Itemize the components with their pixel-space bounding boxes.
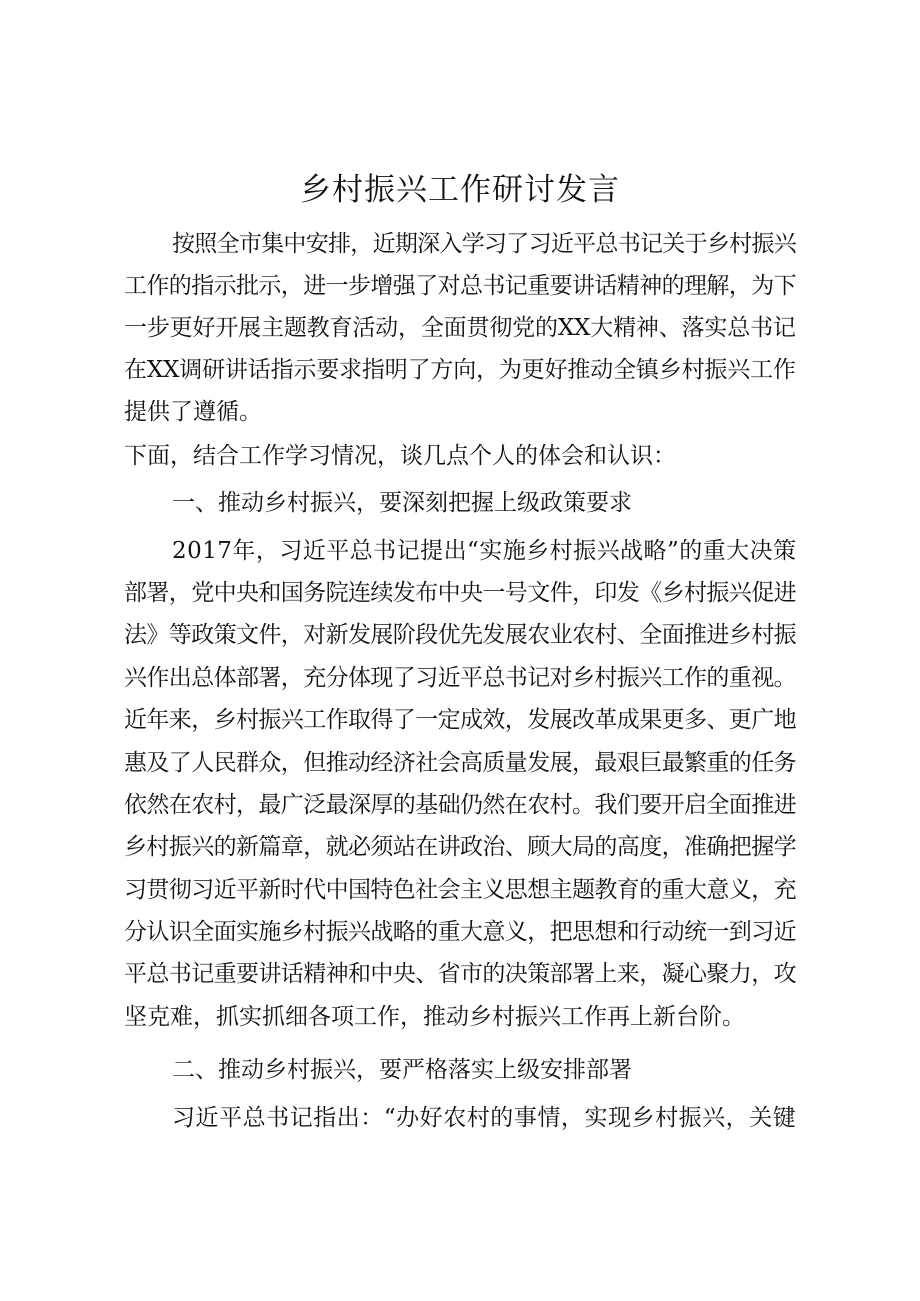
section1-line: 兴作出总体部署，充分体现了习近平总书记对乡村振兴工作的重视。	[124, 665, 797, 691]
section-heading-1: 一、推动乡村振兴，要深刻把握上级政策要求	[172, 490, 632, 516]
section1-line: 2017年，习近平总书记提出“实施乡村振兴战略”的重大决策	[172, 538, 797, 564]
section1-line: 惠及了人民群众，但推动经济社会高质量发展，最艰巨最繁重的任务	[124, 750, 797, 776]
intro-line: 一步更好开展主题教育活动，全面贯彻党的XX大精神、落实总书记	[124, 315, 796, 341]
section1-line: 法》等政策文件，对新发展阶段优先发展农业农村、全面推进乡村振	[124, 622, 797, 648]
section1-line: 平总书记重要讲话精神和中央、省市的决策部署上来，凝心聚力，攻	[124, 961, 797, 987]
section1-line: 近年来，乡村振兴工作取得了一定成效，发展改革成果更多、更广地	[124, 707, 797, 733]
section2-line: 习近平总书记指出：“办好农村的事情，实现乡村振兴，关键	[172, 1105, 797, 1131]
section1-line: 坚克难，抓实抓细各项工作，推动乡村振兴工作再上新台阶。	[124, 1004, 745, 1030]
intro-line: 按照全市集中安排，近期深入学习了习近平总书记关于乡村振兴	[172, 231, 797, 257]
section-heading-2: 二、推动乡村振兴，要严格落实上级安排部署	[172, 1057, 632, 1083]
intro-line: 提供了遵循。	[124, 399, 262, 425]
lead-line: 下面，结合工作学习情况，谈几点个人的体会和认识：	[124, 443, 676, 469]
intro-line: 工作的指示批示，进一步增强了对总书记重要讲话精神的理解，为下	[124, 273, 797, 299]
intro-line: 在XX调研讲话指示要求指明了方向，为更好推动全镇乡村振兴工作	[124, 357, 796, 383]
document-title: 乡村振兴工作研讨发言	[300, 172, 620, 208]
section1-line: 乡村振兴的新篇章，就必须站在讲政治、顾大局的高度，准确把握学	[124, 834, 797, 860]
section1-line: 分认识全面实施乡村振兴战略的重大意义，把思想和行动统一到习近	[124, 919, 797, 945]
section1-line: 部署，党中央和国务院连续发布中央一号文件，印发《乡村振兴促进	[124, 580, 797, 606]
section1-line: 依然在农村，最广泛最深厚的基础仍然在农村。我们要开启全面推进	[124, 792, 797, 818]
section1-line: 习贯彻习近平新时代中国特色社会主义思想主题教育的重大意义，充	[124, 877, 797, 903]
